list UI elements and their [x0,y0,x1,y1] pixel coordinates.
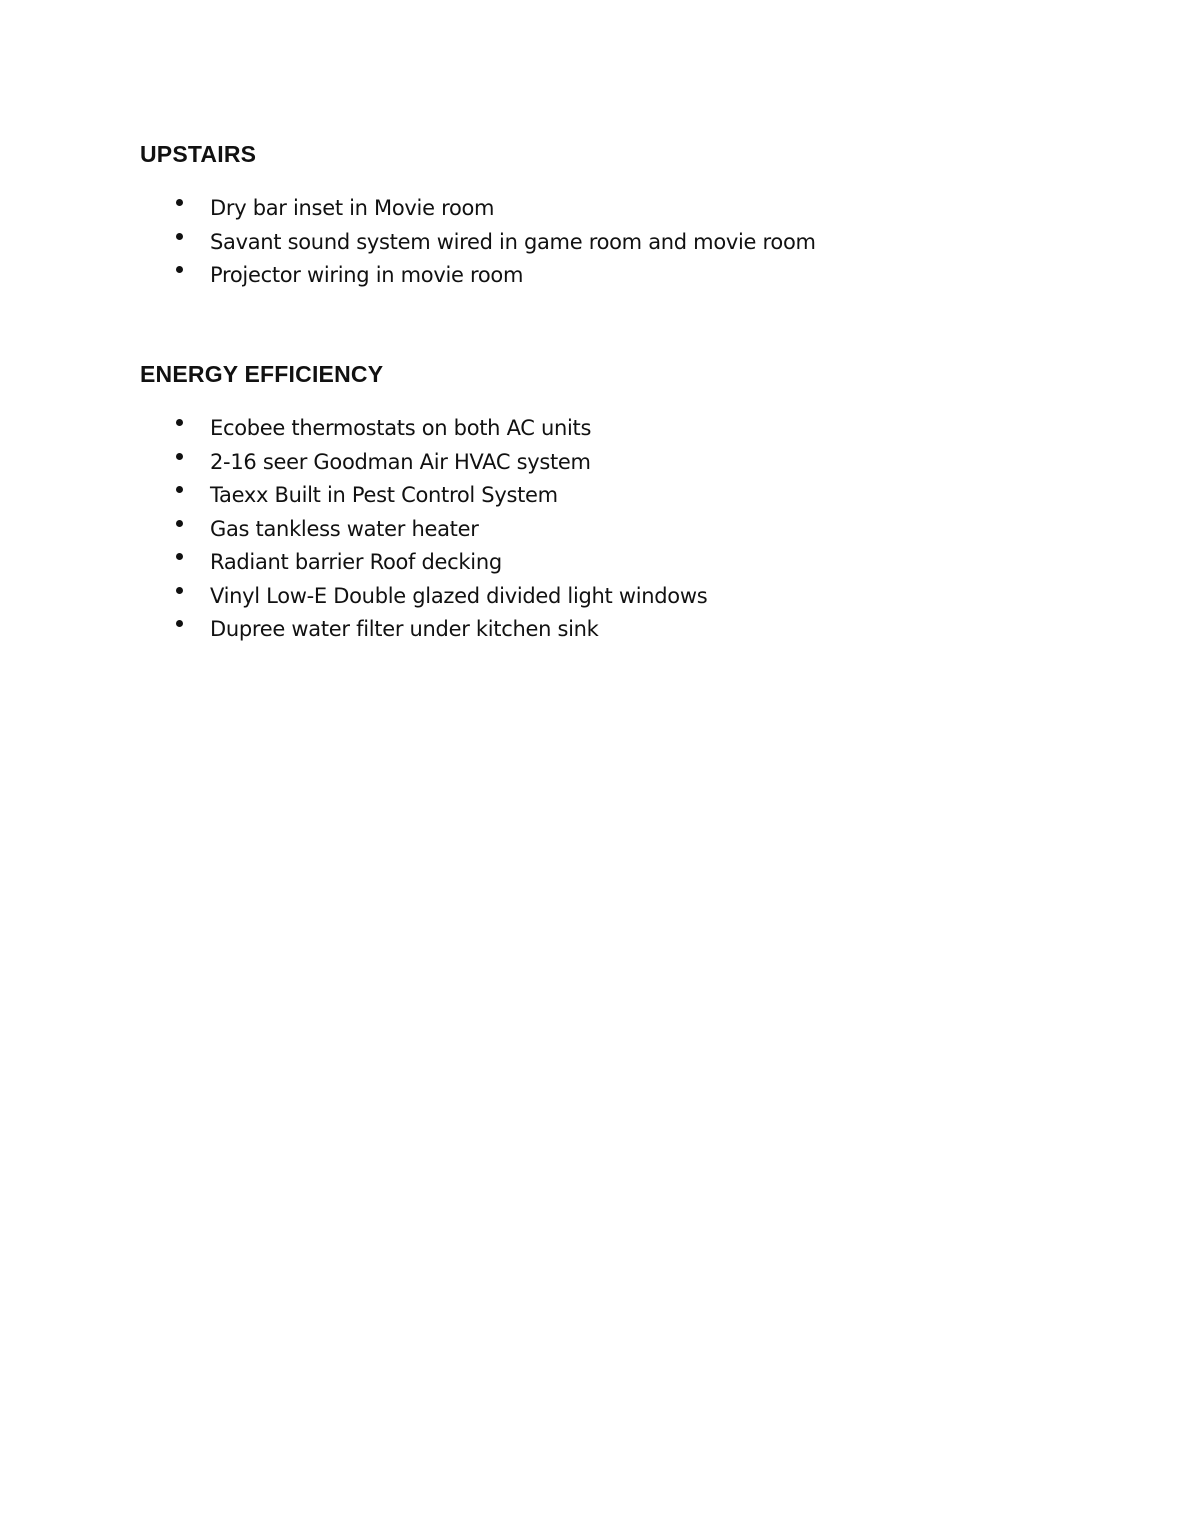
list-item-text: Gas tankless water heater [210,516,479,541]
list-item-text: Projector wiring in movie room [210,263,524,287]
list-item-text: Taexx Built in Pest Control System [210,483,558,507]
list-item-text: Vinyl Low-E Double glazed divided light windows [210,583,708,608]
list-item [140,546,502,580]
list-item [140,226,816,260]
bullet-icon [176,520,183,527]
bullet-icon [176,587,183,594]
bullet-icon [176,419,183,426]
list-item [140,446,591,480]
list-item [140,192,495,226]
bullet-icon [176,199,183,206]
list-item-text: Ecobee thermostats on both AC units [210,416,592,440]
list-item [140,412,592,446]
section-upstairs [140,138,816,293]
section-title-energy-efficiency: ENERGY EFFICIENCY [140,361,384,387]
list-item [140,259,524,293]
list-item-text: Dry bar inset in Movie room [210,196,495,220]
bullet-icon [176,553,183,560]
upstairs-list [140,192,816,293]
section-title-upstairs: UPSTAIRS [140,141,257,167]
bullet-icon [176,486,183,493]
list-item [140,580,708,614]
bullet-icon [176,233,183,240]
list-item-text: Savant sound system wired in game room and movie room [210,229,816,254]
list-item [140,479,558,513]
bullet-icon [176,266,183,273]
list-item-text: Radiant barrier Roof decking [210,550,502,574]
list-item [140,613,599,647]
section-energy-efficiency [140,358,708,647]
list-item-text: 2-16 seer Goodman Air HVAC system [210,449,591,474]
bullet-icon [176,620,183,627]
bullet-icon [176,453,183,460]
energy-efficiency-list [140,412,708,647]
list-item-text: Dupree water filter under kitchen sink [210,617,599,641]
list-item [140,513,479,547]
